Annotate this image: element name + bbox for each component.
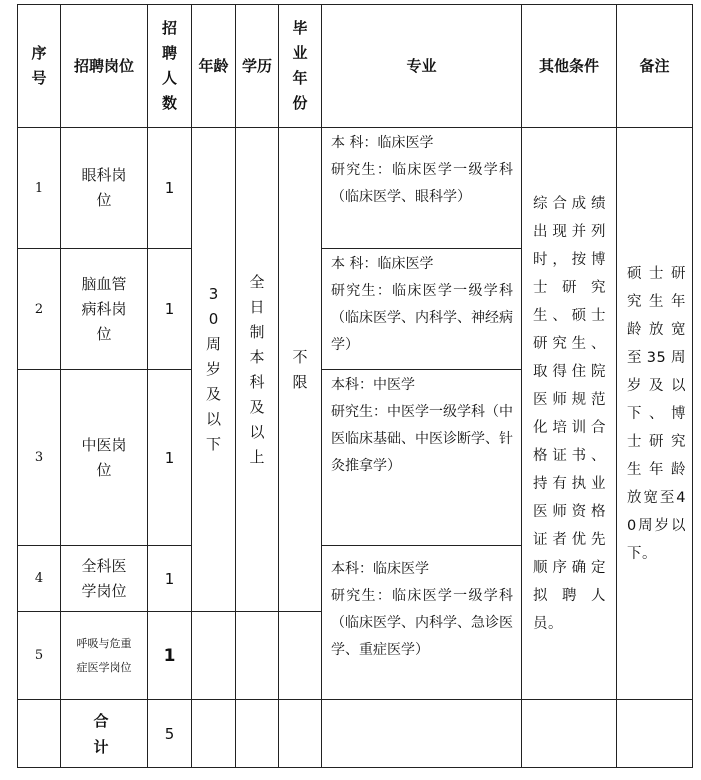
- header-major: 专业: [322, 5, 522, 128]
- header-row: [18, 5, 693, 128]
- row-count: 1: [148, 128, 192, 249]
- total-empty-cell: [236, 700, 279, 768]
- note-cell: 硕士研究生年龄放宽至35周岁及以下、博士研究生年龄放宽至40周岁以下。: [617, 128, 693, 700]
- row-major-shared: 本科：临床医学 研究生：临床医学一级学科（临床医学、内科学、急诊医学、重症医学）: [322, 546, 522, 700]
- education-cell: 全日制本科及以上: [236, 128, 279, 612]
- row-position: 中医岗位: [61, 370, 148, 546]
- empty-education-cell: [236, 612, 279, 700]
- row-count: 1: [148, 546, 192, 612]
- total-label: 合计: [61, 700, 148, 768]
- row-seq: 2: [18, 249, 61, 370]
- other-conditions-cell: 综合成绩出现并列时，按博士研究生、硕士研究生、取得住院医师规范化培训合格证书、持有执业医师资格证者优先顺序确定拟聘人员。: [522, 128, 617, 700]
- header-count: 招聘人数: [148, 5, 192, 128]
- row-count: 1: [148, 249, 192, 370]
- total-empty-cell: [279, 700, 322, 768]
- total-seq-cell: [18, 700, 61, 768]
- recruitment-table: [17, 4, 693, 768]
- header-age: 年龄: [192, 5, 236, 128]
- row-count: 1: [148, 612, 192, 700]
- empty-age-cell: [192, 612, 236, 700]
- row-position: 脑血管病科岗位: [61, 249, 148, 370]
- row-major: 本 科：临床医学 研究生：临床医学一级学科（临床医学、内科学、神经病学）: [322, 249, 522, 370]
- total-empty-cell: [192, 700, 236, 768]
- header-other: 其他条件: [522, 5, 617, 128]
- table-row: [18, 128, 693, 249]
- header-seq: 序号: [18, 5, 61, 128]
- header-note: 备注: [617, 5, 693, 128]
- total-empty-cell: [522, 700, 617, 768]
- row-seq: 1: [18, 128, 61, 249]
- row-count: 1: [148, 370, 192, 546]
- row-seq: 5: [18, 612, 61, 700]
- recruitment-table-wrapper: [17, 4, 693, 768]
- row-position: 眼科岗位: [61, 128, 148, 249]
- row-position: 全科医学岗位: [61, 546, 148, 612]
- total-row: [18, 700, 693, 768]
- empty-grad-year-cell: [279, 612, 322, 700]
- row-position: 呼吸与危重症医学岗位: [61, 612, 148, 700]
- total-empty-cell: [322, 700, 522, 768]
- grad-year-cell: 不限: [279, 128, 322, 612]
- row-major: 本科：中医学 研究生：中医学一级学科（中医临床基础、中医诊断学、针灸推拿学）: [322, 370, 522, 546]
- header-education: 学历: [236, 5, 279, 128]
- row-seq: 3: [18, 370, 61, 546]
- age-cell: 30周岁及以下: [192, 128, 236, 612]
- header-position: 招聘岗位: [61, 5, 148, 128]
- total-count: 5: [148, 700, 192, 768]
- header-grad-year: 毕业年份: [279, 5, 322, 128]
- total-empty-cell: [617, 700, 693, 768]
- row-seq: 4: [18, 546, 61, 612]
- row-major: 本 科：临床医学 研究生：临床医学一级学科（临床医学、眼科学）: [322, 128, 522, 249]
